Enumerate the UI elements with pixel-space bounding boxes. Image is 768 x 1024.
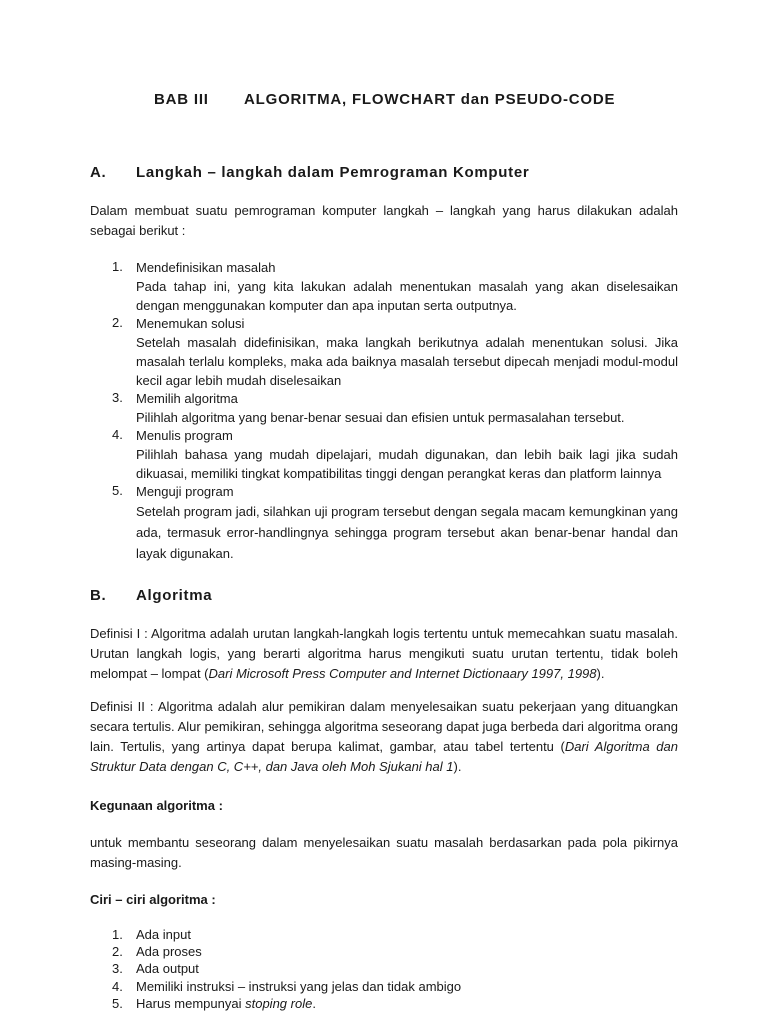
step-title: Menemukan solusi [136, 316, 245, 331]
chapter-number: BAB III [154, 91, 209, 108]
step-number: 4. [112, 427, 123, 442]
step-number: 5. [112, 483, 123, 498]
ciri-list [90, 926, 678, 1012]
kegunaan-text: untuk membantu seseorang dalam menyelesaikan suatu masalah berdasarkan pada pola pikirnya masing-masing. [90, 835, 678, 870]
ciri-item [90, 978, 678, 995]
step-description: Pilihlah algoritma yang benar-benar sesuai dan efisien untuk permasalahan tersebut. [136, 410, 625, 425]
step-number: 2. [112, 315, 123, 330]
ciri-text: Harus mempunyai [136, 995, 246, 1011]
ciri-text: Memiliki instruksi – instruksi yang jelas dan tidak ambigo [136, 978, 462, 994]
definition-2-text: Definisi II : Algoritma adalah alur pemikiran dalam menyelesaikan suatu pekerjaan yang dituangkan secara tertulis. Alur pemikiran, sehingga algoritma seseorang dapat juga berbeda dari algoritma orang lain. Tertulis, yang artinya dapat berupa kalimat, gambar, atau tabel tertentu ( [90, 699, 678, 754]
ciri-number: 4. [112, 978, 123, 994]
ciri-item [90, 943, 678, 960]
definition-1 [90, 624, 678, 684]
ciri-end: . [312, 995, 316, 1011]
definition-1-end: ). [596, 666, 605, 681]
ciri-label: Ciri – ciri algoritma : [90, 892, 216, 907]
step-description: Setelah program jadi, silahkan uji program tersebut dengan segala macam kemungkinan yang ada, termasuk error-handlingnya sehingga program tersebut akan benar-benar handal dan layak digunakan. [136, 504, 678, 561]
kegunaan-label: Kegunaan algoritma : [90, 798, 223, 813]
step-description: Pilihlah bahasa yang mudah dipelajari, mudah digunakan, dan lebih baik lagi jika sudah dikuasai, memiliki tingkat kompatibilitas tinggi dengan perangkat keras dan platform lainnya [136, 447, 678, 481]
step-number: 3. [112, 390, 123, 405]
ciri-emphasis: stoping role [245, 995, 313, 1011]
step-item [90, 483, 678, 564]
definition-2-citation: Dari Algoritma dan Struktur Data dengan C, C++, dan Java oleh Moh Sjukani hal 1 [90, 739, 678, 774]
definition-1-citation: Dari Microsoft Press Computer and Internet Dictionaary 1997, 1998 [208, 666, 597, 681]
section-b-letter: B. [90, 587, 107, 604]
step-description: Pada tahap ini, yang kita lakukan adalah menentukan masalah yang akan diselesaikan dengan menggunakan komputer dan apa inputan serta outputnya. [136, 279, 678, 313]
section-b-title: Algoritma [136, 587, 213, 604]
step-item [90, 390, 678, 427]
ciri-item [90, 995, 678, 1012]
section-a-title: Langkah – langkah dalam Pemrograman Komputer [136, 164, 530, 181]
ciri-item [90, 926, 678, 943]
ciri-item [90, 960, 678, 977]
step-item [90, 427, 678, 483]
section-a-intro: Dalam membuat suatu pemrograman komputer langkah – langkah yang harus dilakukan adalah sebagai berikut : [90, 203, 678, 238]
ciri-text: Ada input [136, 927, 191, 942]
step-title: Menguji program [136, 484, 234, 499]
section-a-letter: A. [90, 164, 107, 181]
definition-1-text: Definisi I : Algoritma adalah urutan langkah-langkah logis tertentu untuk memecahkan suatu masalah. Urutan langkah logis, yang berarti algoritma harus mengikuti suatu urutan tertentu, tidak boleh melompat – lompat ( [90, 626, 678, 681]
step-item [90, 259, 678, 315]
chapter-title-text: ALGORITMA, FLOWCHART dan PSEUDO-CODE [244, 91, 616, 108]
ciri-text: Ada proses [136, 944, 202, 960]
step-title: Memilih algoritma [136, 391, 238, 406]
step-description: Setelah masalah didefinisikan, maka langkah berikutnya adalah menentukan solusi. Jika masalah terlalu kompleks, maka ada baiknya masalah tersebut dipecah menjadi modul-modul kecil agar lebih mudah diselesaikan [136, 335, 678, 388]
ciri-number: 1. [112, 927, 123, 942]
step-title: Menulis program [136, 428, 233, 443]
ciri-number: 5. [112, 995, 123, 1011]
ciri-number: 2. [112, 944, 123, 960]
step-title: Mendefinisikan masalah [136, 260, 276, 275]
step-number: 1. [112, 259, 123, 274]
definition-2-end: ). [453, 759, 462, 774]
definition-2 [90, 697, 678, 777]
ciri-text: Ada output [136, 961, 199, 977]
steps-list [90, 259, 678, 564]
step-item [90, 315, 678, 390]
ciri-number: 3. [112, 961, 123, 977]
